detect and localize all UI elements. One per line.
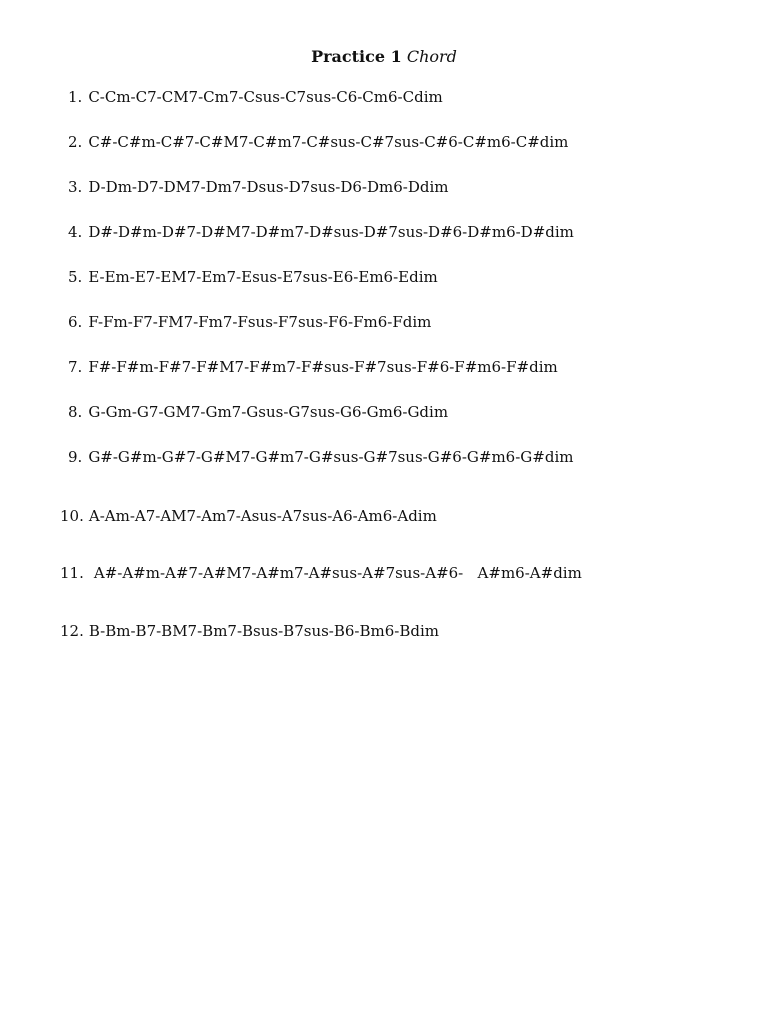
list-item — [60, 620, 439, 642]
item-number: 9. — [68, 448, 83, 466]
item-number: 3. — [68, 178, 83, 196]
list-item — [60, 505, 437, 527]
item-number: 11. — [60, 564, 84, 582]
list-item — [68, 221, 574, 243]
chord-sequence: G#-G#m-G#7-G#M7-G#m7-G#sus-G#7sus-G#6-G#m6-G#dim — [88, 448, 574, 466]
page-title — [0, 46, 768, 68]
item-number: 8. — [68, 403, 83, 421]
chord-sequence: B-Bm-B7-BM7-Bm7-Bsus-B7sus-B6-Bm6-Bdim — [88, 622, 440, 640]
title-bold: Practice 1 — [311, 47, 402, 66]
item-number: 2. — [68, 133, 83, 151]
chord-sequence: A#-A#m-A#7-A#M7-A#m7-A#sus-A#7sus-A#6- A#m6-A#dim — [93, 564, 582, 582]
item-number: 7. — [68, 358, 83, 376]
list-item — [68, 266, 438, 288]
chord-sequence: A-Am-A7-AM7-Am7-Asus-A7sus-A6-Am6-Adim — [88, 507, 437, 525]
item-number: 12. — [60, 622, 84, 640]
chord-sequence: D-Dm-D7-DM7-Dm7-Dsus-D7sus-D6-Dm6-Ddim — [88, 178, 449, 196]
list-item — [60, 562, 582, 584]
item-number: 4. — [68, 223, 83, 241]
chord-sequence: F#-F#m-F#7-F#M7-F#m7-F#sus-F#7sus-F#6-F#m6-F#dim — [88, 358, 558, 376]
list-item — [68, 131, 568, 153]
list-item — [68, 176, 449, 198]
list-item — [68, 446, 573, 468]
chord-sequence: C#-C#m-C#7-C#M7-C#m7-C#sus-C#7sus-C#6-C#m6-C#dim — [88, 133, 569, 151]
chord-sequence: G-Gm-G7-GM7-Gm7-Gsus-G7sus-G6-Gm6-Gdim — [88, 403, 449, 421]
list-item — [68, 86, 443, 108]
chord-sequence: D#-D#m-D#7-D#M7-D#m7-D#sus-D#7sus-D#6-D#m6-D#dim — [88, 223, 574, 241]
list-item — [68, 311, 431, 333]
item-number: 10. — [60, 507, 84, 525]
item-number: 5. — [68, 268, 83, 286]
chord-sequence: C-Cm-C7-CM7-Cm7-Csus-C7sus-C6-Cm6-Cdim — [88, 88, 443, 106]
chord-sequence: E-Em-E7-EM7-Em7-Esus-E7sus-E6-Em6-Edim — [88, 268, 438, 286]
chord-sequence: F-Fm-F7-FM7-Fm7-Fsus-F7sus-F6-Fm6-Fdim — [88, 313, 432, 331]
item-number: 1. — [68, 88, 83, 106]
item-number: 6. — [68, 313, 83, 331]
list-item — [68, 401, 448, 423]
title-italic: Chord — [406, 47, 457, 66]
list-item — [68, 356, 558, 378]
